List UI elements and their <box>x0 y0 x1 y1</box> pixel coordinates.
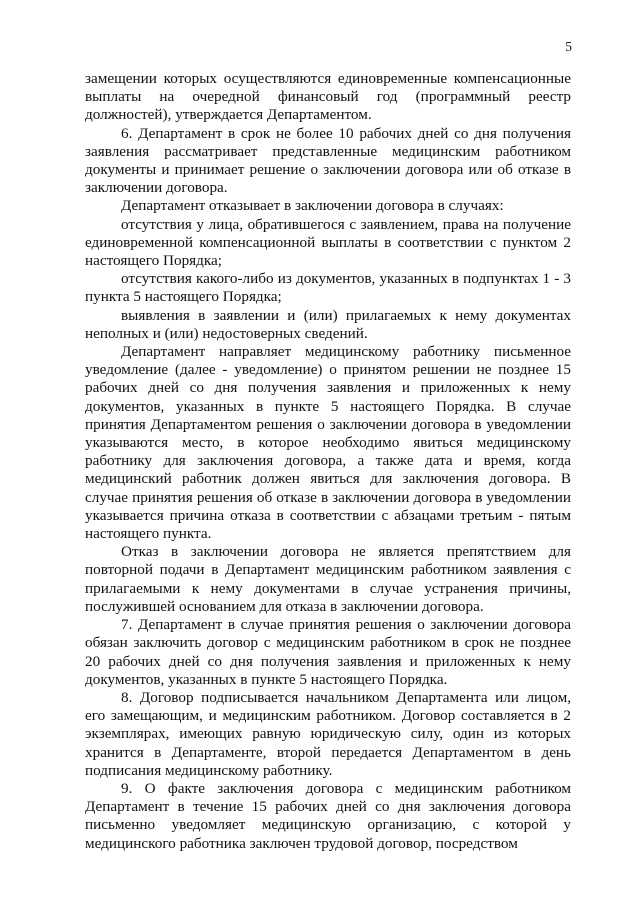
paragraph-refusal-case-1: отсутствия у лица, обратившегося с заявлением, права на получение единовременной компенсационной выплаты в соответствии с пунктом 2 настоящего Порядка; <box>85 215 571 270</box>
paragraph-refusal-case-2: отсутствия какого-либо из документов, указанных в подпунктах 1 - 3 пункта 5 настоящего Порядка; <box>85 270 571 306</box>
paragraph-item-9: 9. О факте заключения договора с медицинским работником Департамент в течение 15 рабочих дней со дня заключения договора письменно уведомляет медицинскую организацию, с которой у медицинского работника заключен трудовой договор, посредством <box>85 779 571 852</box>
paragraph-refusal-not-obstacle: Отказ в заключении договора не является препятствием для повторной подачи в Департамент медицинским работником заявления с прилагаемыми к нему документами в случае устранения причины, послужившей основанием для отказа в заключении договора. <box>85 543 571 615</box>
paragraph-item-7: 7. Департамент в случае принятия решения о заключении договора обязан заключить договор с медицинским работником в срок не позднее 20 рабочих дней со дня получения заявления и приложенных к нему документов, указанных в пункте 5 настоящего Порядка. <box>85 616 571 688</box>
paragraph-refusal-case-3: выявления в заявлении и (или) прилагаемых к нему документах неполных и (или) недостоверных сведений. <box>85 306 571 342</box>
paragraph-item-6: 6. Департамент в срок не более 10 рабочих дней со дня получения заявления рассматривает представленные медицинским работником документы и принимает решение о заключении договора или об отказе в заключении договора. <box>85 124 571 197</box>
paragraph-continuation: замещении которых осуществляются единовременные компенсационные выплаты на очередной финансовый год (программный реестр должностей), утверждается Департаментом. <box>85 70 571 124</box>
document-body <box>85 70 571 853</box>
page-number: 5 <box>565 39 572 54</box>
paragraph-item-8: 8. Договор подписывается начальником Департамента или лицом, его замещающим, и медицинским работником. Договор составляется в 2 экземплярах, имеющих равную юридическую силу, один из которых хранится в Департаменте, второй передается Департаментом в день подписания медицинскому работнику. <box>85 688 571 779</box>
paragraph-refusal-intro: Департамент отказывает в заключении договора в случаях: <box>121 197 504 215</box>
paragraph-notification: Департамент направляет медицинскому работнику письменное уведомление (далее - уведомление) о принятом решении не позднее 15 рабочих дней со дня получения заявления и приложенных к нему документов, указанных в пункте 5 настоящего Порядка. В случае принятия Департаментом решения о заключении договора в уведомлении указываются место, в которое необходимо явиться медицинскому работнику для заключения договора, а также дата и время, когда медицинский работник должен явиться для заключения договора. В случае принятия решения об отказе в заключении договора в уведомлении указывается причина отказа в соответствии с абзацами третьим - пятым настоящего пункта. <box>85 343 571 543</box>
